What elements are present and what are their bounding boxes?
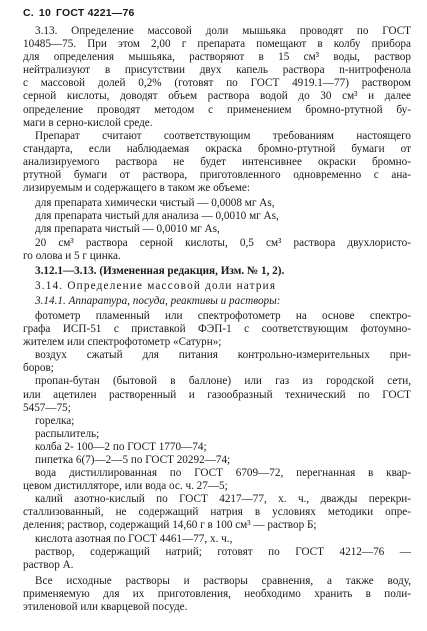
equipment-item-line: или ацетилен растворенный и газообразный технический по ГОСТ bbox=[23, 388, 411, 401]
text-line: 10485—75. При этом 2,00 г препарата помещают в колбу прибора bbox=[23, 38, 411, 51]
equipment-item-line: сталлизованный, не содержащий натрия в условиях методики опре- bbox=[23, 506, 411, 519]
paragraph-preparation bbox=[23, 130, 411, 195]
paragraph-storage bbox=[23, 575, 411, 614]
section-3-14-1 bbox=[23, 295, 411, 308]
equipment-item-line: цевом дистилляторе, или вода ос. ч. 27—5; bbox=[23, 480, 228, 493]
text-line: 20 см³ раствора серной кислоты, 0,5 см³ раствора двухлористо- bbox=[35, 236, 411, 249]
text-line: определение проводят методом с применением бромно-ртутной бу- bbox=[23, 103, 411, 116]
text-line: го олова и 5 г цинка. bbox=[23, 249, 121, 262]
subsection-heading: 3.14.1. Аппаратура, посуда, реактивы и растворы: bbox=[35, 294, 281, 307]
equipment-item-line: пипетка 6(7)—2—5 по ГОСТ 20292—74; bbox=[35, 454, 231, 466]
equipment-item-line: фотометр пламенный или спектрофотометр на основе спектро- bbox=[35, 309, 411, 322]
page-prefix: С. bbox=[23, 7, 34, 19]
equipment-list bbox=[23, 310, 411, 572]
amendment-note bbox=[23, 265, 411, 278]
paragraph-reagents-20 bbox=[23, 237, 411, 263]
equipment-item-line: калий азотно-кислый по ГОСТ 4217—77, х. ч., дважды перекри- bbox=[35, 493, 411, 506]
standard-code: ГОСТ 4221—76 bbox=[56, 7, 135, 19]
equipment-item-line: пропан-бутан (бытовой в баллоне) или газ из городской сети, bbox=[35, 375, 411, 388]
section-3-14 bbox=[23, 280, 411, 293]
equipment-item-line: жителем или спектрофотометр «Сатурн»; bbox=[23, 336, 222, 349]
text-line: этиленовой или кварцевой посуде. bbox=[23, 601, 188, 614]
equipment-item-line: раствор, содержащий натрий; готовят по ГОСТ 4212—76 — bbox=[35, 545, 411, 558]
equipment-item-line: кислота азотная по ГОСТ 4461—77, х. ч., bbox=[35, 532, 233, 545]
text-line: нейтрализуют в присутствии двух капель раствора n-нитрофенола bbox=[23, 64, 411, 77]
page-number: 10 bbox=[38, 7, 51, 19]
text-line: стандарта, если наблюдаемая окраска бромно-ртутной бумаги от bbox=[23, 142, 411, 155]
limit-line: для препарата чистый для анализа — 0,0010 мг As, bbox=[35, 210, 279, 223]
equipment-item-line: деления; раствор, содержащий 14,60 г в 100 см³ — раствор Б; bbox=[23, 519, 317, 532]
limit-line: для препарата химически чистый — 0,0008 мг As, bbox=[35, 197, 275, 210]
equipment-item-line: графа ИСП-51 с приставкой ФЭП-1 с соответствующим фотоумно- bbox=[23, 323, 411, 336]
amendment-text: 3.12.1—3.13. (Измененная редакция, Изм. № 1, 2). bbox=[35, 264, 285, 277]
section-heading: 3.14. Определение массовой доли натрия bbox=[35, 279, 277, 292]
equipment-item-line: боров; bbox=[23, 362, 54, 375]
text-line: применяемую для их приготовления, необходимо хранить в поли- bbox=[23, 587, 411, 600]
paragraph-3-13 bbox=[23, 25, 411, 130]
text-line: Препарат считают соответствующим требованиям настоящего bbox=[35, 129, 411, 142]
text-line: с массовой долей 0,2% (готовят по ГОСТ 4919.1—77) раствором bbox=[23, 77, 411, 90]
page-header bbox=[23, 6, 411, 20]
text-line: маги в серно-кислой среде. bbox=[23, 116, 153, 129]
arsenic-limits bbox=[23, 197, 411, 236]
text-line: ртутной бумаги от раствора, приготовленного одновременно с ана- bbox=[23, 169, 411, 182]
equipment-item-line: горелка; bbox=[35, 414, 75, 427]
limit-line: для препарата чистый — 0,0010 мг As, bbox=[35, 223, 220, 236]
text-line: анализируемого раствора не будет интенсивнее окраски бромно- bbox=[23, 155, 411, 168]
equipment-item-line: распылитель; bbox=[35, 427, 100, 440]
equipment-item-line: 5457—75; bbox=[23, 401, 71, 414]
equipment-item-line: воздух сжатый для питания контрольно-измерительных при- bbox=[35, 349, 411, 362]
equipment-item-line: вода дистиллированная по ГОСТ 6709—72, перегнанная в квар- bbox=[35, 467, 411, 480]
text-line: серной кислоты, доводят объем раствора водой до 30 см³ и далее bbox=[23, 90, 411, 103]
text-line: лизируемым и содержащего в таком же объеме: bbox=[23, 182, 251, 195]
equipment-item-line: раствор А. bbox=[23, 558, 74, 571]
text-line: Все исходные растворы и растворы сравнения, а также воду, bbox=[35, 574, 411, 587]
equipment-item-line: колба 2- 100—2 по ГОСТ 1770—74; bbox=[35, 440, 207, 453]
text-line: для определения мышьяка, растворяют в 15 см³ воды, раствор bbox=[23, 51, 411, 64]
text-line: 3.13. Определение массовой доли мышьяка проводят по ГОСТ bbox=[35, 25, 411, 37]
